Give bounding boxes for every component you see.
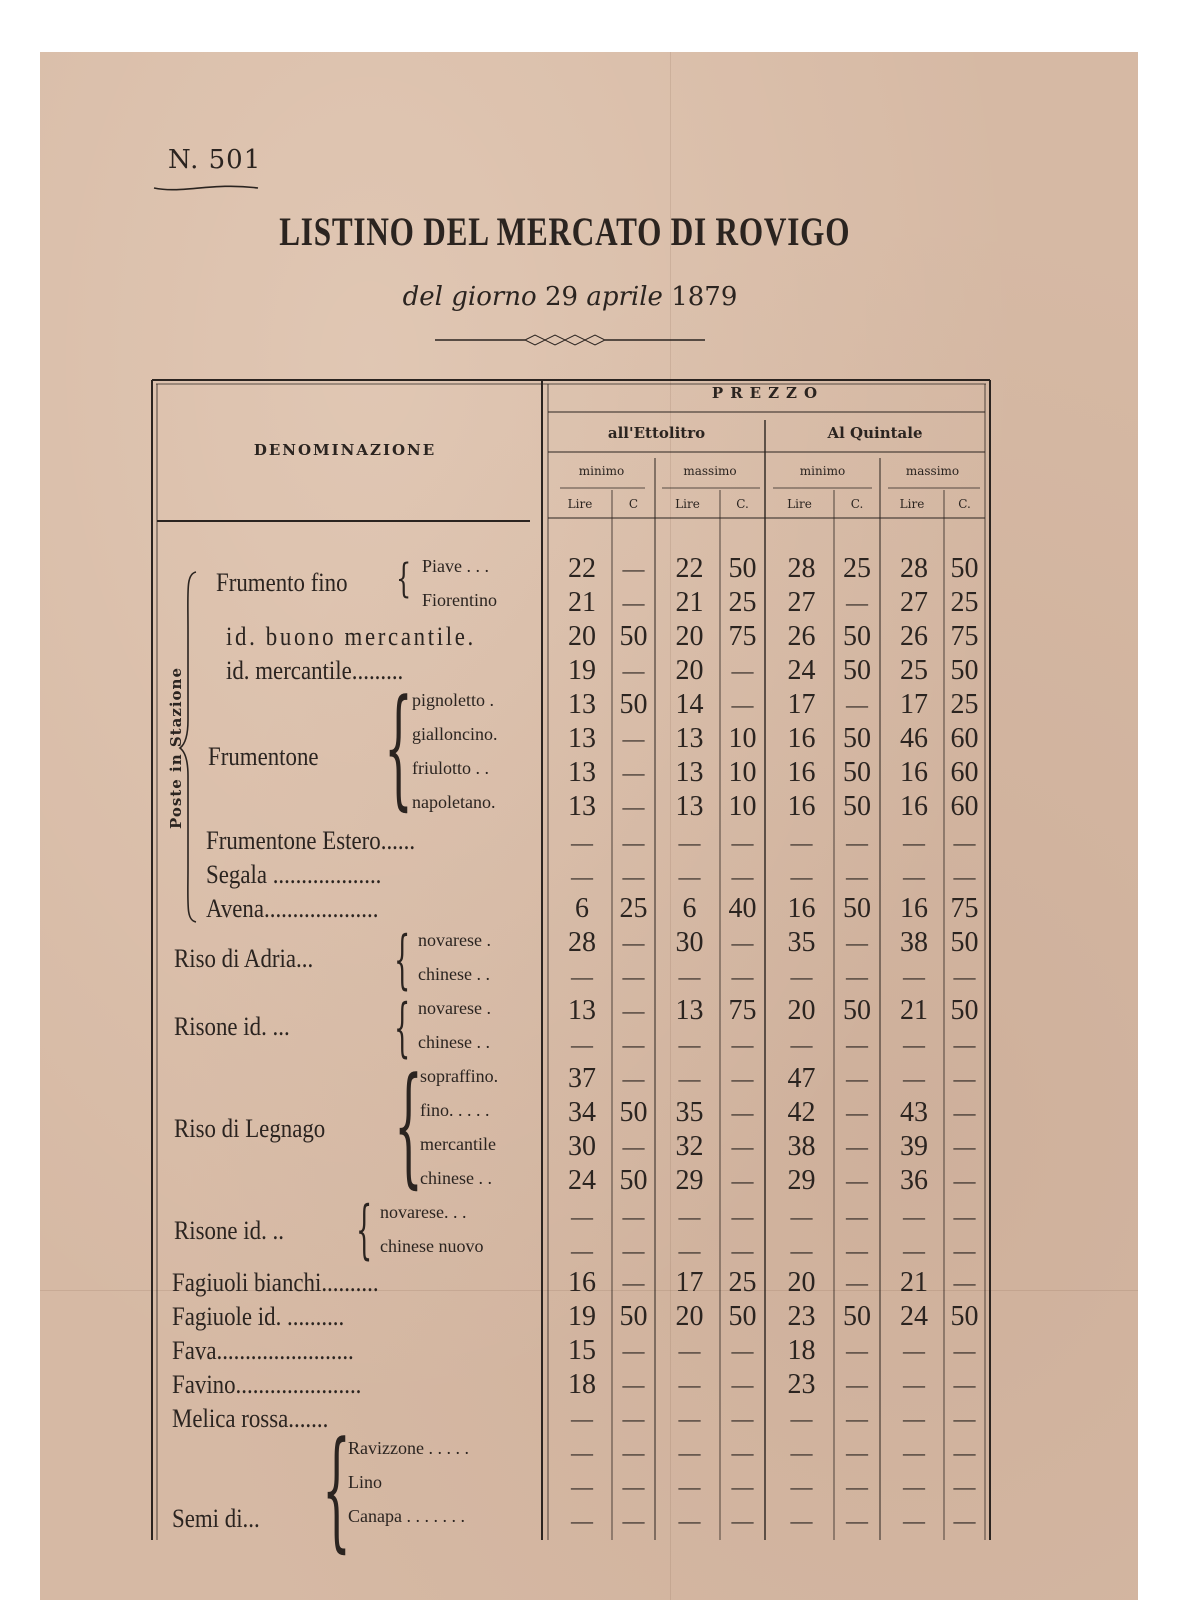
- brace-riso-legnago: {: [394, 1049, 423, 1201]
- price-cell: 50: [843, 723, 871, 754]
- price-cell: —: [678, 1474, 701, 1499]
- label-sopraffino: sopraffino.: [420, 1066, 499, 1086]
- label-segala: Segala ...................: [206, 860, 382, 889]
- label-gialloncino: gialloncino.: [412, 724, 498, 744]
- price-cell: —: [790, 830, 813, 855]
- price-cell: 75: [728, 621, 757, 652]
- price-cell: —: [731, 830, 754, 855]
- price-cell: 50: [619, 621, 648, 652]
- label-ravizzone: Ravizzone . . . . .: [348, 1438, 469, 1458]
- price-cell: 27: [787, 587, 816, 618]
- price-cell: 20: [787, 995, 816, 1026]
- price-cell: 18: [787, 1335, 816, 1366]
- subtitle-day: 29: [544, 282, 579, 312]
- price-cell: 43: [900, 1097, 928, 1128]
- price-cell: —: [846, 1474, 868, 1499]
- label-napoletano: napoletano.: [412, 792, 496, 812]
- price-cell: 50: [843, 655, 871, 686]
- price-cell: 28: [787, 553, 816, 584]
- price-cell: —: [622, 1134, 645, 1159]
- price-cell: 16: [787, 757, 816, 788]
- label-semi-di: Semi di...: [172, 1504, 260, 1533]
- price-cell: —: [903, 1508, 925, 1533]
- price-cell: —: [790, 1032, 813, 1057]
- price-cell: 16: [900, 893, 928, 924]
- price-cell: 18: [568, 1369, 596, 1400]
- price-cell: 20: [675, 1301, 704, 1332]
- header-lire-4: Lire: [899, 497, 925, 511]
- price-cell: —: [953, 1134, 976, 1159]
- header-ettolitro: all'Ettolitro: [607, 424, 706, 442]
- price-cell: 13: [675, 995, 704, 1026]
- price-cell: —: [678, 1204, 701, 1229]
- price-cell: 39: [900, 1131, 928, 1162]
- price-cell: 15: [568, 1335, 596, 1366]
- price-cell: 25: [843, 553, 871, 584]
- price-cell: 13: [568, 689, 596, 720]
- price-cell: 50: [950, 995, 979, 1026]
- price-cell: —: [953, 1032, 976, 1057]
- price-cell: —: [731, 1134, 754, 1159]
- price-cell: 14: [675, 689, 704, 720]
- price-cell: —: [790, 1406, 813, 1431]
- price-cell: 29: [675, 1165, 704, 1196]
- price-cell: —: [790, 1440, 813, 1465]
- price-cell: —: [731, 1204, 754, 1229]
- price-cell: 19: [568, 655, 596, 686]
- price-cell: —: [678, 1508, 701, 1533]
- price-cell: 25: [728, 1267, 757, 1298]
- price-cell: —: [846, 1372, 868, 1397]
- price-cell: 13: [675, 791, 704, 822]
- price-cell: —: [571, 1508, 593, 1533]
- document-number: N. 501: [168, 145, 262, 175]
- price-cell: 29: [787, 1165, 816, 1196]
- price-cell: 40: [728, 893, 757, 924]
- price-cell: 26: [900, 621, 928, 652]
- price-cell: —: [678, 1032, 701, 1057]
- price-cell: 13: [675, 723, 704, 754]
- price-cell: 75: [950, 621, 979, 652]
- price-cell: —: [622, 1338, 645, 1363]
- label-fiorentino: Fiorentino: [422, 590, 497, 610]
- price-cell: —: [903, 830, 925, 855]
- price-cell: —: [622, 794, 645, 819]
- price-cell: —: [953, 864, 976, 889]
- price-cell: —: [903, 1440, 925, 1465]
- price-cell: 50: [728, 1301, 757, 1332]
- price-cell: 37: [568, 1063, 596, 1094]
- price-cell: 50: [843, 893, 871, 924]
- price-cell: 25: [728, 587, 757, 618]
- price-cell: 13: [568, 723, 596, 754]
- price-cell: 50: [619, 689, 648, 720]
- price-cell: 6: [575, 893, 589, 924]
- price-cell: —: [678, 1338, 701, 1363]
- header-denominazione: DENOMINAZIONE: [253, 441, 437, 459]
- price-cell: 10: [728, 757, 757, 788]
- price-cell: 50: [950, 1301, 979, 1332]
- price-cell: 16: [787, 893, 816, 924]
- price-cell: 21: [675, 587, 704, 618]
- brace-riso-adria: {: [394, 923, 411, 997]
- price-cell: —: [953, 1338, 976, 1363]
- price-cell: —: [622, 1032, 645, 1057]
- price-cell: —: [953, 1168, 976, 1193]
- price-cell: —: [731, 1474, 754, 1499]
- price-cell: —: [846, 1168, 868, 1193]
- label-fino: fino. . . . .: [420, 1100, 490, 1120]
- price-cell: 13: [568, 791, 596, 822]
- header-c-2: C.: [736, 497, 749, 511]
- price-cell: 28: [900, 553, 928, 584]
- price-cell: 25: [619, 893, 648, 924]
- subtitle-prefix: del giorno: [402, 282, 537, 312]
- price-cell: —: [571, 864, 593, 889]
- price-cell: —: [953, 1238, 976, 1263]
- price-cell: —: [622, 830, 645, 855]
- label-riso-adria: Riso di Adria...: [174, 944, 314, 973]
- price-cell: 28: [568, 927, 596, 958]
- price-cell: —: [731, 864, 754, 889]
- price-cell: —: [790, 1474, 813, 1499]
- price-cell: —: [846, 830, 868, 855]
- price-cell: 23: [787, 1369, 816, 1400]
- price-cell: —: [953, 964, 976, 989]
- price-cell: 16: [787, 723, 816, 754]
- price-cell: 75: [728, 995, 757, 1026]
- label-fagiuoli-bianchi: Fagiuoli bianchi..........: [172, 1268, 379, 1297]
- price-cell: —: [846, 930, 868, 955]
- price-cell: 25: [950, 587, 979, 618]
- subtitle-year: 1879: [671, 282, 738, 312]
- price-cell: —: [571, 830, 593, 855]
- price-cell: 22: [568, 553, 596, 584]
- price-cell: 60: [950, 757, 979, 788]
- price-cell: —: [846, 1440, 868, 1465]
- header-minimo-ettolitro: minimo: [578, 464, 625, 478]
- price-cell: —: [846, 964, 868, 989]
- header-lire-3: Lire: [787, 497, 812, 511]
- price-cell: —: [846, 1032, 868, 1057]
- label-risone-id-2: Risone id. ..: [174, 1216, 284, 1245]
- price-cell: —: [622, 1372, 645, 1397]
- price-cell: 22: [675, 553, 704, 584]
- price-cell: —: [678, 1372, 701, 1397]
- price-cell: —: [903, 1474, 925, 1499]
- price-cell: —: [622, 964, 645, 989]
- price-cell: 32: [675, 1131, 704, 1162]
- price-cell: —: [622, 760, 645, 785]
- page-title: LISTINO DEL MERCATO DI ROVIGO: [279, 209, 851, 254]
- price-cell: —: [622, 1474, 645, 1499]
- price-cell: 13: [568, 995, 596, 1026]
- price-cell: —: [790, 1238, 813, 1263]
- price-cell: —: [903, 1338, 925, 1363]
- price-cell: 34: [568, 1097, 596, 1128]
- label-melica-rossa: Melica rossa.......: [172, 1404, 329, 1433]
- price-cell: —: [903, 1204, 925, 1229]
- price-cell: 6: [682, 893, 697, 924]
- price-cell: 24: [900, 1301, 928, 1332]
- price-cell: —: [622, 1270, 645, 1295]
- header-lire-2: Lire: [675, 497, 700, 511]
- header-minimo-quintale: minimo: [799, 464, 846, 478]
- brace-frumento-fino: {: [396, 556, 412, 602]
- price-cell: —: [903, 1066, 925, 1091]
- price-cell: 10: [728, 791, 757, 822]
- label-lino: Lino: [348, 1472, 382, 1492]
- label-canapa: Canapa . . . . . . .: [348, 1506, 465, 1526]
- price-cell: —: [731, 692, 754, 717]
- price-cell: 60: [950, 791, 979, 822]
- price-cell: —: [846, 1508, 868, 1533]
- price-cell: —: [953, 1508, 976, 1533]
- price-cell: —: [678, 1238, 701, 1263]
- price-cell: 50: [843, 791, 871, 822]
- price-cell: 38: [787, 1131, 816, 1162]
- price-cell: —: [678, 1440, 701, 1465]
- price-cell: 13: [568, 757, 596, 788]
- header-prezzo: PREZZO: [711, 384, 825, 402]
- label-risone-id: Risone id. ...: [174, 1012, 290, 1041]
- price-cell: —: [622, 998, 645, 1023]
- price-cell: —: [622, 1440, 645, 1465]
- price-cell: —: [622, 1508, 645, 1533]
- price-cell: —: [622, 930, 645, 955]
- price-cell: —: [678, 1406, 701, 1431]
- header-c-3: C.: [850, 497, 864, 511]
- price-cell: —: [678, 1066, 701, 1091]
- label-chinese-3: chinese . .: [420, 1168, 492, 1188]
- header-quintale: Al Quintale: [827, 424, 923, 442]
- price-cell: —: [571, 964, 593, 989]
- price-cell: 17: [787, 689, 816, 720]
- price-cell: —: [790, 964, 813, 989]
- price-cell: 21: [900, 1267, 928, 1298]
- price-cell: —: [953, 1204, 976, 1229]
- price-cell: —: [731, 1372, 754, 1397]
- price-cell: —: [953, 1066, 976, 1091]
- stazione-brace: [178, 570, 200, 925]
- price-cell: —: [622, 1238, 645, 1263]
- label-frumentone-estero: Frumentone Estero......: [206, 826, 416, 855]
- price-cell: —: [846, 1338, 868, 1363]
- price-cell: —: [903, 1238, 925, 1263]
- subtitle-month: aprile: [586, 282, 663, 312]
- price-cell: 16: [900, 757, 928, 788]
- label-riso-legnago: Riso di Legnago: [174, 1114, 326, 1143]
- price-cell: —: [731, 1168, 754, 1193]
- price-cell: —: [846, 1204, 868, 1229]
- price-cell: —: [903, 1032, 925, 1057]
- price-cell: 46: [900, 723, 928, 754]
- price-cell: 50: [619, 1301, 648, 1332]
- price-cell: —: [846, 1066, 868, 1091]
- price-cell: —: [846, 864, 868, 889]
- price-cell: —: [846, 1238, 868, 1263]
- price-cell: 47: [787, 1063, 816, 1094]
- price-cell: —: [731, 658, 754, 683]
- header-c-4: C.: [958, 497, 971, 511]
- price-cell: —: [953, 1440, 976, 1465]
- price-cell: —: [731, 1440, 754, 1465]
- label-frumentone: Frumentone: [208, 742, 319, 771]
- price-cell: —: [790, 864, 813, 889]
- label-novarese-1: novarese .: [418, 930, 491, 950]
- price-cell: 17: [900, 689, 928, 720]
- price-cell: 50: [950, 553, 979, 584]
- label-frumento-fino: Frumento fino: [216, 568, 348, 597]
- price-cell: —: [790, 1204, 813, 1229]
- price-cell: 50: [728, 553, 757, 584]
- label-novarese-3: novarese. . .: [380, 1202, 467, 1222]
- price-cell: 30: [568, 1131, 596, 1162]
- price-cell: —: [846, 692, 868, 717]
- price-cell: —: [731, 1032, 754, 1057]
- label-favino: Favino......................: [172, 1370, 362, 1399]
- price-cell: —: [678, 864, 701, 889]
- price-cell: —: [571, 1032, 593, 1057]
- label-novarese-2: novarese .: [418, 998, 491, 1018]
- price-cell: 24: [568, 1165, 596, 1196]
- price-cell: 42: [787, 1097, 816, 1128]
- price-cell: 50: [950, 927, 979, 958]
- price-cell: —: [622, 556, 645, 581]
- price-cell: 21: [568, 587, 596, 618]
- label-fagiuole-id: Fagiuole id. ..........: [172, 1302, 345, 1331]
- price-cell: 30: [675, 927, 704, 958]
- price-cell: —: [846, 1100, 868, 1125]
- price-cell: 16: [568, 1267, 596, 1298]
- price-cell: 60: [950, 723, 979, 754]
- price-cell: —: [846, 590, 868, 615]
- price-cell: —: [953, 830, 976, 855]
- header-massimo-ettolitro: massimo: [683, 464, 737, 478]
- price-cell: —: [571, 1440, 593, 1465]
- header-massimo-quintale: massimo: [905, 464, 960, 478]
- price-cell: —: [571, 1406, 593, 1431]
- price-cell: 36: [900, 1165, 928, 1196]
- price-cell: —: [953, 1100, 976, 1125]
- price-cell: 50: [619, 1165, 648, 1196]
- price-cell: —: [622, 1406, 645, 1431]
- label-id-mercantile: id. mercantile.........: [226, 656, 404, 685]
- price-cell: 75: [950, 893, 979, 924]
- price-cell: —: [731, 1508, 754, 1533]
- price-cell: 25: [900, 655, 928, 686]
- price-cell: 27: [900, 587, 928, 618]
- price-cell: —: [953, 1372, 976, 1397]
- price-cell: —: [903, 964, 925, 989]
- price-cell: 10: [728, 723, 757, 754]
- price-cell: 50: [843, 1301, 871, 1332]
- price-cell: 19: [568, 1301, 596, 1332]
- price-cell: —: [846, 1406, 868, 1431]
- price-cell: —: [903, 1406, 925, 1431]
- label-chinese-nuovo: chinese nuovo: [380, 1236, 484, 1256]
- brace-semi: {: [322, 1413, 351, 1565]
- price-cell: —: [731, 1238, 754, 1263]
- price-cell: —: [731, 1406, 754, 1431]
- price-cell: —: [571, 1204, 593, 1229]
- price-cell: —: [903, 1372, 925, 1397]
- price-cell: —: [731, 1100, 754, 1125]
- price-cell: —: [731, 930, 754, 955]
- header-lire-1: Lire: [567, 497, 593, 511]
- price-cell: —: [622, 726, 645, 751]
- price-cell: —: [571, 1474, 593, 1499]
- price-cell: 23: [787, 1301, 816, 1332]
- brace-risone-2: {: [356, 1193, 373, 1267]
- price-cell: 20: [675, 655, 704, 686]
- price-cell: —: [731, 1338, 754, 1363]
- price-cell: —: [953, 1406, 976, 1431]
- label-chinese-2: chinese . .: [418, 1032, 490, 1052]
- price-cell: —: [571, 1238, 593, 1263]
- price-cell: 38: [900, 927, 928, 958]
- price-cell: 25: [950, 689, 979, 720]
- price-cell: 50: [619, 1097, 648, 1128]
- price-cell: —: [903, 864, 925, 889]
- label-chinese-1: chinese . .: [418, 964, 490, 984]
- price-cell: 21: [900, 995, 928, 1026]
- price-cell: 16: [787, 791, 816, 822]
- price-cell: 17: [675, 1267, 704, 1298]
- price-cell: 50: [843, 621, 871, 652]
- price-cell: —: [678, 964, 701, 989]
- label-friulotto: friulotto . .: [412, 758, 489, 778]
- label-pignoletto: pignoletto .: [412, 690, 494, 710]
- price-cell: 13: [675, 757, 704, 788]
- price-cell: 50: [843, 757, 871, 788]
- price-cell: —: [622, 1204, 645, 1229]
- label-avena: Avena....................: [206, 894, 379, 923]
- price-cell: —: [731, 964, 754, 989]
- brace-frumentone: {: [384, 671, 413, 823]
- price-cell: —: [622, 864, 645, 889]
- price-cell: 50: [843, 995, 871, 1026]
- price-cell: 20: [568, 621, 596, 652]
- price-cell: —: [846, 1134, 868, 1159]
- price-cell: —: [678, 830, 701, 855]
- price-cell: —: [953, 1474, 976, 1499]
- label-fava: Fava........................: [172, 1336, 354, 1365]
- side-label-stazione: Poste in Stazione: [167, 667, 185, 829]
- price-cell: 24: [787, 655, 816, 686]
- label-piave: Piave . . .: [422, 556, 489, 576]
- price-cell: 50: [950, 655, 979, 686]
- price-cell: 26: [787, 621, 816, 652]
- price-cell: 20: [787, 1267, 816, 1298]
- price-cell: —: [622, 1066, 645, 1091]
- price-cell: —: [790, 1508, 813, 1533]
- price-cell: —: [846, 1270, 868, 1295]
- price-cell: —: [622, 658, 645, 683]
- price-cell: —: [622, 590, 645, 615]
- price-cell: 35: [787, 927, 816, 958]
- price-cell: 20: [675, 621, 704, 652]
- brace-risone: {: [394, 991, 411, 1065]
- price-cell: —: [731, 1066, 754, 1091]
- price-cell: 16: [900, 791, 928, 822]
- label-id-buono: id. buono mercantile.: [226, 622, 476, 651]
- header-c-1: C: [628, 497, 639, 511]
- label-mercantile: mercantile: [420, 1134, 496, 1154]
- price-cell: 35: [675, 1097, 704, 1128]
- price-cell: —: [953, 1270, 976, 1295]
